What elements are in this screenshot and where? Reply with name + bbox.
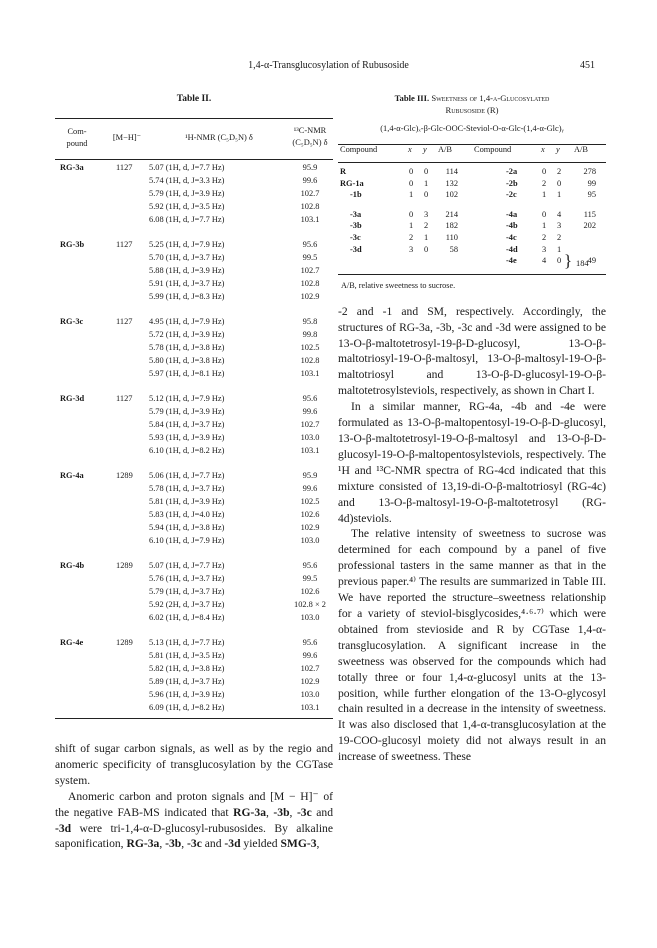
text-run: ,: [289, 805, 297, 819]
table3-header-x-2: x: [541, 145, 545, 154]
table3-x: 3: [409, 244, 414, 254]
page-header: [0, 60, 657, 76]
table2-group-gap: [55, 625, 333, 637]
table2-hnmr-value: 5.93 (1H, d, J=3.9 Hz): [149, 433, 225, 442]
table2-cnmr-value: 102.7: [300, 664, 320, 673]
table3-x: 2: [542, 232, 547, 242]
table-row: [55, 162, 333, 175]
left-paragraph-1: shift of sugar carbon signals, as well as by the regio and anomeric specificity of transglucosylation by the CGTase system.: [55, 742, 333, 787]
table2-hnmr-value: 6.02 (1H, d, J=8.4 Hz): [149, 613, 225, 622]
compound-ref: -3b: [165, 837, 182, 851]
table-row: [338, 190, 606, 202]
table2-cnmr-value: 99.6: [302, 176, 318, 185]
table2-cnmr-value: 103.1: [300, 215, 320, 224]
table2-cnmr-value: 102.9: [300, 677, 320, 686]
table2-hnmr-value: 5.92 (2H, d, J=3.7 Hz): [149, 600, 225, 609]
table-row: [55, 291, 333, 304]
table2-hnmr-value: 5.70 (1H, d, J=3.7 Hz): [149, 253, 225, 262]
table3: [338, 144, 606, 275]
table3-compound: -4e: [506, 256, 517, 266]
table2-cnmr-value: 95.6: [302, 240, 318, 249]
table2-hnmr-value: 5.82 (1H, d, J=3.8 Hz): [149, 664, 225, 673]
compound-ref: -3c: [296, 805, 312, 819]
table2-cnmr-value: 102.8: [300, 202, 320, 211]
table3-x: 2: [409, 232, 414, 242]
table3-header-ab-2: A/B: [574, 145, 588, 154]
table2-header-mz: [M−H]⁻: [112, 133, 142, 142]
text-run: ,: [181, 837, 188, 851]
table3-title-2: Rubusoside (R): [445, 105, 499, 115]
table-row: [55, 239, 333, 252]
left-column: [55, 92, 333, 852]
table-row: [55, 573, 333, 586]
table-row: [55, 393, 333, 406]
table2-compound: RG-4a: [60, 471, 84, 480]
table2-cnmr-value: 99.8: [302, 330, 318, 339]
table-row: [55, 188, 333, 201]
table3-compound: RG-1a: [340, 178, 364, 188]
table3-title-1: Sweetness of 1,4-α-Glucosylated: [431, 93, 550, 103]
table3-header-y: y: [423, 145, 427, 154]
table2-cnmr-value: 99.6: [302, 407, 318, 416]
text-run: yielded: [240, 837, 281, 851]
table2-body: [55, 160, 333, 715]
table2-cnmr-value: 99.6: [302, 651, 318, 660]
table2-mz: 1127: [116, 240, 133, 249]
table-row: [55, 406, 333, 419]
table-row: [55, 445, 333, 458]
table2-hnmr-value: 5.79 (1H, d, J=3.7 Hz): [149, 587, 225, 596]
right-column: [338, 92, 606, 765]
text-run: ,: [316, 837, 320, 851]
table2-hnmr-value: 5.84 (1H, d, J=3.7 Hz): [149, 420, 225, 429]
table-row: [55, 650, 333, 663]
table3-x: 0: [409, 178, 414, 188]
table2-hnmr-value: 5.74 (1H, d, J=3.3 Hz): [149, 176, 225, 185]
table2-hnmr-value: 6.10 (1H, d, J=7.9 Hz): [149, 536, 225, 545]
table2-mz: 1127: [116, 163, 133, 172]
table-row: [55, 432, 333, 445]
table-row: [338, 210, 606, 222]
table3-y: 1: [424, 178, 429, 188]
table3-x: 2: [542, 178, 547, 188]
table3-caption: [338, 92, 606, 116]
table2-header: [55, 119, 333, 159]
table2-mz: 1127: [116, 317, 133, 326]
table3-y: 0: [557, 178, 562, 188]
table2-group-gap: [55, 381, 333, 393]
table2-compound: RG-4e: [60, 638, 84, 647]
table-row: [55, 175, 333, 188]
table3-compound: -2c: [506, 190, 517, 200]
table2-cnmr-value: 95.6: [302, 638, 318, 647]
table3-ab: 202: [583, 221, 596, 231]
table3-y: 2: [557, 232, 562, 242]
table3-label: Table III.: [394, 93, 430, 103]
table2-cnmr-value: 95.9: [302, 163, 318, 172]
table2-caption: Table II.: [176, 94, 212, 104]
table2-cnmr-value: 102.9: [300, 523, 320, 532]
table2-cnmr-value: 102.8: [300, 279, 320, 288]
table3-y: 3: [424, 209, 429, 219]
table3-brace: }: [564, 251, 573, 270]
table-row: [55, 470, 333, 483]
table3-compound: -3a: [350, 209, 362, 219]
table3-compound: R: [340, 167, 347, 176]
table2-hnmr-value: 5.81 (1H, d, J=3.9 Hz): [149, 497, 225, 506]
table2-header-compound: Com- pound: [66, 127, 88, 148]
table2-cnmr-value: 102.7: [300, 266, 320, 275]
table3-compound: -1b: [350, 190, 362, 200]
table3-x: 3: [542, 244, 547, 254]
table2-compound: RG-3b: [60, 240, 85, 249]
table2-compound: RG-3a: [60, 163, 84, 172]
table2-hnmr-value: 5.07 (1H, d, J=7.7 Hz): [149, 163, 225, 172]
table2-mz: 1289: [116, 471, 133, 480]
running-title: 1,4-α-Transglucosylation of Rubusoside: [248, 60, 409, 71]
table3-note: A/B, relative sweetness to sucrose.: [341, 280, 456, 290]
table3-x: 0: [542, 167, 547, 176]
table2-header-hnmr: ¹H-NMR (C₅D₅N) δ: [185, 133, 253, 142]
table2-cnmr-value: 102.6: [300, 587, 320, 596]
table-row: [55, 214, 333, 227]
table2-bottom-rule: [55, 718, 333, 719]
table-row: [55, 689, 333, 702]
table3-compound: -4b: [506, 221, 518, 231]
table2-hnmr-value: 5.79 (1H, d, J=3.9 Hz): [149, 407, 225, 416]
compound-ref: -3b: [273, 805, 290, 819]
table-row: [55, 278, 333, 291]
table2-cnmr-value: 103.0: [300, 433, 320, 442]
compound-ref: -3d: [55, 821, 72, 835]
table2-hnmr-value: 5.78 (1H, d, J=3.8 Hz): [149, 343, 225, 352]
table2-compound: RG-4b: [60, 561, 85, 570]
table2-cnmr-value: 95.6: [302, 561, 318, 570]
compound-ref: -3d: [224, 837, 241, 851]
table3-merged-value: 184: [576, 259, 589, 268]
table2-cnmr-value: 102.5: [300, 343, 320, 352]
right-paragraph-1: -2 and -1 and SM, respectively. Accordingly, the structures of RG-3a, -3b, -3c and -3d were assigned to be 13-O-β-maltotetrosyl-19-β-D-glucosyl, 13-O-β-maltotriosyl-19-O-β-maltosyl, 13-O-β-maltosyl-19-O-β-maltotriosyl and 13-O-β-D-glucosyl-19-O-β-maltotetrosylsteviols, respectively, as shown in Chart I.: [338, 304, 606, 398]
table2-mz: 1127: [116, 394, 133, 403]
table2-mz: 1289: [116, 561, 133, 570]
table2-cnmr-value: 103.0: [300, 536, 320, 545]
table2-hnmr-value: 5.25 (1H, d, J=7.9 Hz): [149, 240, 225, 249]
table2-cnmr-value: 103.1: [300, 369, 320, 378]
compound-ref: RG-3a: [233, 805, 267, 819]
table2-cnmr-value: 99.6: [302, 484, 318, 493]
table-row: [55, 252, 333, 265]
text-run: and: [201, 837, 225, 851]
table-row: [55, 496, 333, 509]
table2-cnmr-value: 102.9: [300, 292, 320, 301]
table-row: [55, 522, 333, 535]
table3-x: 1: [409, 221, 414, 231]
table2-group-gap: [55, 458, 333, 470]
text-run: and: [311, 805, 333, 819]
table3-y: 3: [557, 221, 562, 231]
table-row: [55, 637, 333, 650]
table3-compound: -3b: [350, 221, 362, 231]
compound-ref: SMG-3: [280, 837, 317, 851]
table3-y: 0: [424, 190, 429, 200]
table3-y: 1: [557, 190, 562, 200]
table3-header-ab: A/B: [438, 145, 452, 154]
table3-ab: 49: [587, 256, 596, 266]
table2-cnmr-value: 102.5: [300, 497, 320, 506]
table3-ab: 110: [445, 232, 458, 242]
table-row: [55, 509, 333, 522]
table2-cnmr-value: 102.6: [300, 510, 320, 519]
table2-hnmr-value: 5.07 (1H, d, J=7.7 Hz): [149, 561, 225, 570]
table-row: [55, 329, 333, 342]
table2-hnmr-value: 6.08 (1H, d, J=7.7 Hz): [149, 215, 225, 224]
table3-x: 1: [409, 190, 414, 200]
table3-x: 1: [542, 190, 547, 200]
table2-cnmr-value: 95.6: [302, 394, 318, 403]
table2-hnmr-value: 5.92 (1H, d, J=3.5 Hz): [149, 202, 225, 211]
text-run: ,: [159, 837, 166, 851]
table3-y: 0: [424, 244, 429, 254]
table2-group-gap: [55, 548, 333, 560]
text-run: Anomeric carbon and proton signals and [M − H]⁻ of the negative FAB-MS indicated that: [55, 789, 333, 819]
table-row: [55, 560, 333, 573]
table3-formula: (1,4-α-Glc)ₓ-β-Glc-OOC-Steviol-O-α-Glc-(1,4-α-Glc)ᵧ: [380, 124, 564, 133]
table-row: [55, 265, 333, 278]
table3-ab: 58: [449, 244, 458, 254]
table2-hnmr-value: 4.95 (1H, d, J=7.9 Hz): [149, 317, 225, 326]
table2-hnmr-value: 5.91 (1H, d, J=3.7 Hz): [149, 279, 225, 288]
table3-compound: -4a: [506, 209, 518, 219]
table3-header: [338, 145, 606, 162]
table2-cnmr-value: 95.8: [302, 317, 318, 326]
table3-ab: 95: [587, 190, 596, 200]
table2-cnmr-value: 99.5: [302, 253, 318, 262]
table3-y: 1: [557, 244, 562, 254]
table-row: [55, 355, 333, 368]
table2-cnmr-value: 103.0: [300, 690, 320, 699]
compound-ref: -3c: [187, 837, 202, 851]
table2-cnmr-value: 102.8: [300, 356, 320, 365]
table2-group-gap: [55, 304, 333, 316]
table3-y: 0: [424, 167, 429, 176]
table2-cnmr-value: 95.9: [302, 471, 318, 480]
table2-hnmr-value: 5.13 (1H, d, J=7.7 Hz): [149, 638, 225, 647]
table-row: [55, 663, 333, 676]
table3-compound: -4c: [506, 232, 517, 242]
page-number: 451: [580, 60, 595, 71]
table2-hnmr-value: 5.89 (1H, d, J=3.7 Hz): [149, 677, 225, 686]
table2-hnmr-value: 6.10 (1H, d, J=8.2 Hz): [149, 446, 225, 455]
table-row: [55, 483, 333, 496]
table3-y: 2: [557, 167, 562, 176]
table3-compound: -2b: [506, 178, 518, 188]
table3-header-compound: Compound: [340, 145, 378, 154]
table-row: [338, 233, 606, 245]
table2-hnmr-value: 5.80 (1H, d, J=3.8 Hz): [149, 356, 225, 365]
table2-cnmr-value: 99.5: [302, 574, 318, 583]
table3-group-gap: [338, 202, 606, 210]
table2-hnmr-value: 5.78 (1H, d, J=3.7 Hz): [149, 484, 225, 493]
table2-hnmr-value: 5.96 (1H, d, J=3.9 Hz): [149, 690, 225, 699]
table2-header-cnmr: ¹³C-NMR (C₅D₅N) δ: [292, 126, 328, 147]
table3-ab: 214: [445, 209, 458, 219]
table2-hnmr-value: 5.81 (1H, d, J=3.5 Hz): [149, 651, 225, 660]
table2-mz: 1289: [116, 638, 133, 647]
table2-cnmr-value: 102.7: [300, 420, 320, 429]
table3-compound: -4d: [506, 244, 518, 254]
table-row: [55, 676, 333, 689]
table3-x: 4: [542, 256, 547, 266]
table3-x: 0: [409, 167, 414, 176]
table3-y: 1: [424, 232, 429, 242]
table2-hnmr-value: 5.94 (1H, d, J=3.8 Hz): [149, 523, 225, 532]
table3-ab: 114: [445, 167, 458, 176]
table-row: [55, 535, 333, 548]
table2: [55, 118, 333, 719]
table2-cnmr-value: 103.1: [300, 703, 320, 712]
table3-ab: 102: [445, 190, 458, 200]
left-body-text: [55, 741, 333, 852]
table2-hnmr-value: 5.72 (1H, d, J=3.9 Hz): [149, 330, 225, 339]
table3-y: 2: [424, 221, 429, 231]
table3-bottom-rule: [338, 274, 606, 275]
table3-header-y-2: y: [556, 145, 560, 154]
table-row: [55, 702, 333, 715]
table3-header-x: x: [408, 145, 412, 154]
table2-hnmr-value: 5.06 (1H, d, J=7.7 Hz): [149, 471, 225, 480]
table2-cnmr-value: 103.1: [300, 446, 320, 455]
table-row: [55, 599, 333, 612]
table2-hnmr-value: 5.99 (1H, d, J=8.3 Hz): [149, 292, 225, 301]
table2-hnmr-value: 6.09 (1H, d, J=8.2 Hz): [149, 703, 225, 712]
table3-y: 4: [557, 209, 562, 219]
table3-ab: 99: [587, 178, 596, 188]
right-body-text: [338, 304, 606, 765]
table3-x: 0: [542, 209, 547, 219]
table3-compound: -3c: [350, 232, 361, 242]
table-row: [55, 342, 333, 355]
right-paragraph-2: In a similar manner, RG-4a, -4b and -4e were formulated as 13-O-β-maltopentosyl-19-O-β-D-glucosyl, 13-O-β-maltotetrosyl-19-O-β-maltosyl and 13-O-β-D-glucosyl-19-O-β-maltopentosylsteviols, respectively. The ¹H and ¹³C-NMR spectra of RG-4cd indicated that this mixture consisted of 13,19-di-O-β-maltotriosyl (RG-4c) and 13-O-β-maltosyl-19-O-β-maltotetrosyl (RG-4d)steviols.: [338, 400, 606, 525]
table2-group-gap: [55, 227, 333, 239]
table2-cnmr-value: 102.7: [300, 189, 320, 198]
table2-hnmr-value: 5.76 (1H, d, J=3.7 Hz): [149, 574, 225, 583]
table-row: [338, 179, 606, 191]
table2-hnmr-value: 5.97 (1H, d, J=8.1 Hz): [149, 369, 225, 378]
table-row: [55, 586, 333, 599]
compound-ref: RG-3a: [126, 837, 160, 851]
text-run: were tri-1,4-α-D-glucosyl-rubusosides. By alkaline saponification,: [55, 821, 333, 851]
table2-compound: RG-3d: [60, 394, 85, 403]
table2-cnmr-value: 102.8 × 2: [294, 600, 326, 609]
table-row: [55, 201, 333, 214]
table2-hnmr-value: 5.83 (1H, d, J=4.0 Hz): [149, 510, 225, 519]
table-row: [338, 167, 606, 179]
table2-hnmr-value: 5.12 (1H, d, J=7.9 Hz): [149, 394, 225, 403]
table-row: [338, 221, 606, 233]
table3-ab: 115: [583, 209, 596, 219]
left-paragraph-2: [55, 789, 333, 853]
table2-compound: RG-3c: [60, 317, 84, 326]
table2-cnmr-value: 103.0: [300, 613, 320, 622]
table-row: [55, 316, 333, 329]
table3-y: 0: [557, 256, 562, 266]
table3-x: 1: [542, 221, 547, 231]
table2-hnmr-value: 5.88 (1H, d, J=3.9 Hz): [149, 266, 225, 275]
table3-header-compound-2: Compound: [474, 145, 512, 154]
table2-hnmr-value: 5.79 (1H, d, J=3.9 Hz): [149, 189, 225, 198]
table3-compound: -3d: [350, 244, 362, 254]
table3-ab: 182: [445, 221, 458, 231]
table3-x: 0: [409, 209, 414, 219]
right-paragraph-3: The relative intensity of sweetness to sucrose was determined for each compound by a panel of five professional tasters in the same manner as that in the previous paper.⁴⁾ The results are summarized in Table III. We have reported the structure–sweetness relationship for a variety of steviol-bisglycosides,⁴·⁶·⁷⁾ which were obtained from stevioside and R by CGTase 1,4-α-transglucosylation. A significant increase in the sweetness was observed for the compounds which had totally three or four 1,4-α-glucosyl units at the 13-position, while further elongation of the 13-O-glycosyl chain resulted in a decrease in the intensity of sweetness. It was also disclosed that 1,4-α-transglucosylation at the 19-COO-glucosyl moiety did not always result in an increase of sweetness. These: [338, 527, 606, 764]
table3-ab: 132: [445, 178, 458, 188]
table3-ab: 278: [583, 167, 596, 176]
table-row: [55, 419, 333, 432]
table-row: [55, 612, 333, 625]
table3-compound: -2a: [506, 167, 518, 176]
table-row: [55, 368, 333, 381]
table3-body: [338, 163, 606, 268]
text-run: ,: [266, 805, 274, 819]
